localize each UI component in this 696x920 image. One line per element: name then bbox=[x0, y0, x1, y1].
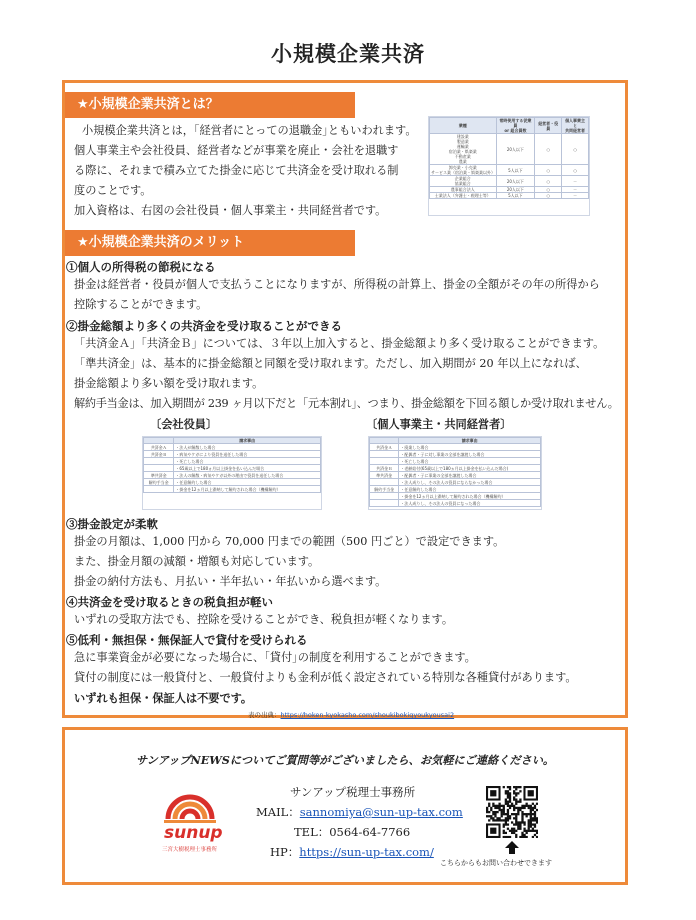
contact-notice: サンアップNEWSについてご質問等がございましたら、お気軽にご連絡ください。 bbox=[135, 753, 555, 767]
table-row bbox=[144, 465, 321, 472]
table-cell: ・65歳以上で180ヵ月以上掛金を払い込んだ場合 bbox=[174, 465, 321, 472]
table-cell: 解約手当金 bbox=[144, 479, 174, 486]
table-cell: ・死亡した場合 bbox=[399, 458, 541, 465]
merit2-line: 掛金総額より多い額を受け取れます。 bbox=[74, 377, 264, 390]
table-cell: ・任意解約した場合 bbox=[399, 486, 541, 493]
table-cell: 20人以下 bbox=[496, 134, 535, 165]
hp-row bbox=[270, 842, 434, 862]
table-cell: 士業法人（弁護士・税理士等） bbox=[430, 193, 497, 199]
table-cell: ・死亡した場合 bbox=[174, 458, 321, 465]
source-label: 表の出典： bbox=[248, 711, 281, 719]
table-cell bbox=[144, 486, 174, 493]
table-cell: ・配偶者・子に対し事業の全部を譲渡した場合 bbox=[399, 451, 541, 458]
s1-line: 個人事業主や会社役員、経営者などが事業を廃止・会社を退職す bbox=[74, 144, 399, 157]
table-row bbox=[370, 465, 541, 472]
table-cell: 5人以下 bbox=[496, 193, 535, 199]
table-header-cell: 常時使用する従業員 or 組合員数 bbox=[496, 118, 535, 134]
table-cell: ・掛金を12ヵ月以上滞納して解約された場合（機構解約） bbox=[399, 493, 541, 500]
table-cell: ・法人成りし、その法人の役員にならなかった場合 bbox=[399, 479, 541, 486]
table-cell bbox=[370, 451, 399, 458]
merit3-line: また、掛金月額の減額・増額も対応しています。 bbox=[74, 555, 320, 568]
s1-line: 度のことです。 bbox=[74, 184, 152, 197]
merit5-line: いずれも担保・保証人は不要です。 bbox=[74, 691, 253, 705]
proprietor-claims-table bbox=[368, 436, 542, 510]
table-row bbox=[144, 479, 321, 486]
table-row bbox=[370, 472, 541, 479]
table-cell: ○ bbox=[535, 187, 562, 193]
label-officers: 〔会社役員〕 bbox=[150, 417, 218, 431]
table-row bbox=[144, 444, 321, 451]
table-row bbox=[370, 486, 541, 493]
merit2-line: 解約手当金は、加入期間が 239 ヶ月以下だと「元本割れ」、つまり、掛金総額を下回る額しか受け取れません。 bbox=[74, 397, 619, 410]
table-cell: ・法人成りし、その法人の役員になった場合 bbox=[399, 500, 541, 507]
hp-link[interactable]: https://sun-up-tax.com/ bbox=[299, 845, 434, 859]
officer-claims-grid bbox=[143, 437, 321, 493]
source-link[interactable]: https://hoken-kyokasho.com/shoukibokigyoukyousai2 bbox=[280, 711, 455, 719]
s1-line: る際に、それまで積み立てた掛金に応じて共済金を受け取れる制 bbox=[74, 164, 399, 177]
table-row bbox=[370, 479, 541, 486]
table-cell: ○ bbox=[562, 134, 589, 165]
table-cell bbox=[144, 458, 174, 465]
merit4-line: いずれの受取方法でも、控除を受けることができ、税負担が軽くなります。 bbox=[74, 613, 454, 626]
table-header-cell: 請求事由 bbox=[174, 438, 321, 444]
table-row bbox=[370, 458, 541, 465]
qr-code-icon bbox=[486, 786, 538, 838]
merit1-line: 控除することができます。 bbox=[74, 298, 208, 311]
table-row bbox=[370, 444, 541, 451]
table-source bbox=[248, 710, 454, 719]
table-cell: ○ bbox=[535, 134, 562, 165]
table-cell bbox=[370, 500, 399, 507]
table-cell: － bbox=[562, 176, 589, 187]
table-cell: ・掛金を12ヵ月以上滞納して解約された場合（機構解約） bbox=[174, 486, 321, 493]
table-row bbox=[430, 165, 589, 176]
table-row bbox=[370, 451, 541, 458]
table-cell: 準共済金 bbox=[144, 472, 174, 479]
table-row bbox=[430, 176, 589, 187]
officer-claims-table bbox=[142, 436, 322, 510]
table-cell: 20人以下 bbox=[496, 176, 535, 187]
table-cell bbox=[144, 465, 174, 472]
table-cell: ・法人の解散・病気やケガ以外の理由で役員を退任した場合 bbox=[174, 472, 321, 479]
arrow-up-icon bbox=[504, 840, 520, 856]
table-row bbox=[144, 486, 321, 493]
table-cell: ・法人が解散した場合 bbox=[174, 444, 321, 451]
logo-word: sunup bbox=[164, 823, 223, 843]
tel-number: TEL：0564-64-7766 bbox=[294, 825, 411, 839]
table-cell: ・配偶者・子に事業の全部を譲渡した場合 bbox=[399, 472, 541, 479]
sunup-logo bbox=[150, 783, 230, 853]
table-row bbox=[144, 451, 321, 458]
table-row bbox=[370, 493, 541, 500]
table-row bbox=[144, 472, 321, 479]
merit5-heading: ⑤低利・無担保・無保証人で貸付を受けられる bbox=[66, 633, 308, 647]
table-cell: 卸売業・小売業 サービス業（宿泊業・娯楽業以外） bbox=[431, 165, 495, 175]
table-cell: 共済金Ｂ bbox=[370, 465, 399, 472]
table-header-cell: 経営者・役員 bbox=[535, 118, 562, 134]
office-name: サンアップ税理士事務所 bbox=[290, 785, 416, 799]
proprietor-claims-grid bbox=[369, 437, 541, 507]
eligibility-grid bbox=[429, 117, 589, 199]
table-cell: 共済金Ｂ bbox=[144, 451, 174, 458]
table-cell: － bbox=[562, 193, 589, 199]
mail-row bbox=[256, 802, 463, 822]
table-cell: 準共済金 bbox=[370, 472, 399, 479]
section2-banner: ★小規模企業共済のメリット bbox=[65, 230, 355, 256]
table-cell: ○ bbox=[535, 165, 562, 176]
table-cell bbox=[370, 493, 399, 500]
merit2-line: 「共済金Ａ」「共済金Ｂ」については、３年以上加入すると、掛金総額より多く受け取ることができます。 bbox=[74, 337, 605, 350]
table-cell: 共済金Ａ bbox=[370, 444, 399, 451]
qr-caption: こちらからもお問い合わせできます bbox=[440, 859, 552, 867]
merit1-heading: ①個人の所得税の節税になる bbox=[66, 260, 216, 274]
s1-line: 加入資格は、右図の会社役員・個人事業主・共同経営者です。 bbox=[74, 204, 387, 217]
table-cell: 農事組合法人 bbox=[430, 187, 497, 193]
merit2-line: 「準共済金」は、基本的に掛金総額と同額を受け取れます。ただし、加入期間が 20 年以上になれば、 bbox=[74, 357, 587, 370]
merit2-heading: ②掛金総額より多くの共済金を受け取ることができる bbox=[66, 319, 342, 333]
table-header-cell: 個人事業主と 共同経営者 bbox=[562, 118, 589, 134]
table-row bbox=[430, 134, 589, 165]
mail-label: MAIL： bbox=[256, 805, 300, 819]
section1-banner: ★小規模企業共済とは？ bbox=[65, 92, 355, 118]
table-cell: － bbox=[562, 187, 589, 193]
merit5-line: 急に事業資金が必要になった場合に、｢貸付｣の制度を利用することができます。 bbox=[74, 651, 476, 664]
table-cell: 5人以下 bbox=[496, 165, 535, 176]
table-cell bbox=[370, 458, 399, 465]
table-cell: ・任意解約した場合 bbox=[174, 479, 321, 486]
logo-subtitle: 三宮大樹税理士事務所 bbox=[162, 847, 218, 853]
table-cell: ○ bbox=[535, 193, 562, 199]
merit5-line: 貸付の制度には一般貸付と、一般貸付よりも金利が低く設定されている特別な各種貸付があります。 bbox=[74, 671, 577, 684]
s1-line: 小規模企業共済とは，｢経営者にとっての退職金｣ともいわれます。 bbox=[82, 124, 417, 137]
merit3-heading: ③掛金設定が柔軟 bbox=[66, 517, 158, 531]
table-row bbox=[430, 193, 589, 199]
merit1-line: 掛金は経営者・役員が個人で支払うことになりますが、所得税の計算上、掛金の全額がその年の所得から bbox=[74, 278, 600, 291]
table-cell: ・病気やケガにより役員を退任した場合 bbox=[174, 451, 321, 458]
table-cell: ・廃業した場合 bbox=[399, 444, 541, 451]
table-header-cell: 業種 bbox=[430, 118, 497, 134]
table-cell: 共済金Ａ bbox=[144, 444, 174, 451]
sun-logo-icon bbox=[150, 783, 230, 827]
table-header-cell: 請求事由 bbox=[399, 438, 541, 444]
merit3-line: 掛金の納付方法も、月払い・半年払い・年払いから選べます。 bbox=[74, 575, 387, 588]
qr-code[interactable] bbox=[486, 786, 538, 838]
table-cell bbox=[370, 479, 399, 486]
table-cell: ○ bbox=[562, 165, 589, 176]
hp-label: HP： bbox=[270, 845, 300, 859]
mail-link[interactable]: sannomiya@sun-up-tax.com bbox=[299, 805, 463, 819]
table-cell: ・老齢給付(65歳以上で180ヵ月以上掛金を払い込んだ場合) bbox=[399, 465, 541, 472]
table-cell: ○ bbox=[535, 176, 562, 187]
merit3-line: 掛金の月額は、1,000 円から 70,000 円までの範囲（500 円ごと）で設定できます。 bbox=[74, 535, 505, 548]
label-sole-proprietors: 〔個人事業主・共同経営者〕 bbox=[366, 417, 512, 431]
table-row bbox=[370, 500, 541, 507]
table-cell: 20人以下 bbox=[496, 187, 535, 193]
table-cell: 企業組合 協業組合 bbox=[430, 176, 497, 187]
merit4-heading: ④共済金を受け取るときの税負担が軽い bbox=[66, 595, 273, 609]
table-row bbox=[144, 458, 321, 465]
eligibility-table bbox=[428, 116, 590, 216]
table-cell: 解約手当金 bbox=[370, 486, 399, 493]
page-title: 小規模企業共済 bbox=[271, 42, 425, 66]
table-cell: 建設業 製造業 運輸業 宿泊業・娯楽業 不動産業 農業 bbox=[430, 134, 497, 165]
